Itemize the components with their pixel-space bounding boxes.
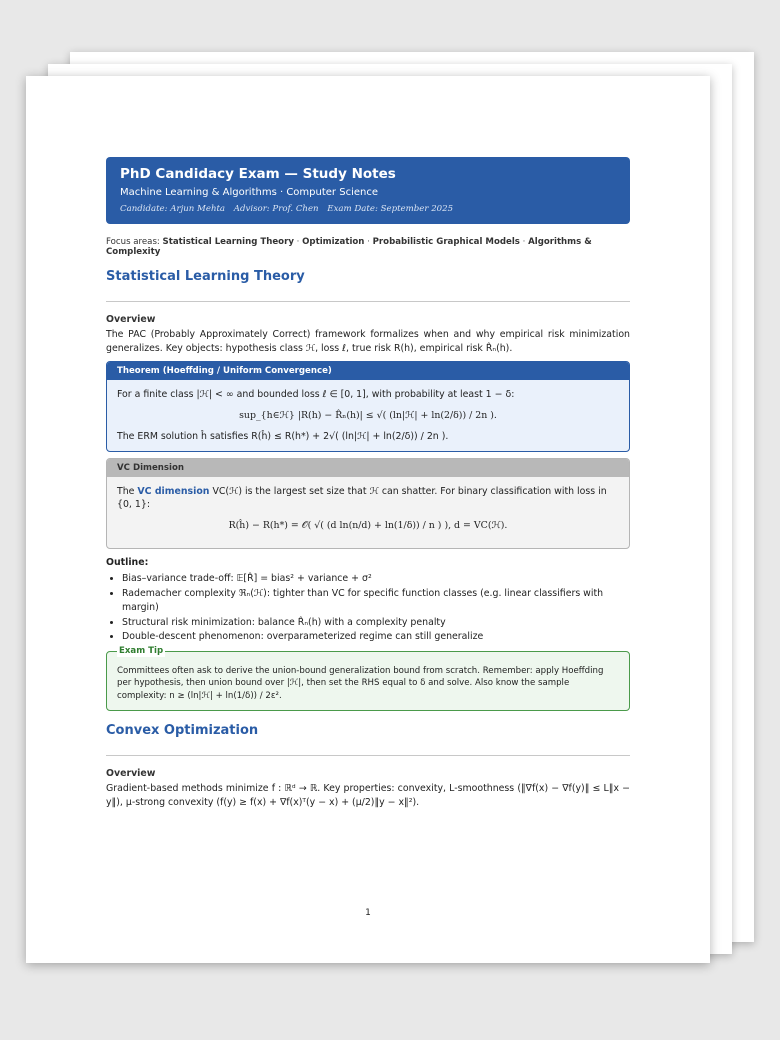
outline-label: Outline: (106, 557, 149, 568)
theorem-title: Theorem (Hoeffding / Uniform Convergence) (107, 362, 629, 380)
focus-area: Probabilistic Graphical Models (372, 237, 520, 247)
title-banner (106, 157, 630, 224)
exam-tip-title: Exam Tip (119, 645, 164, 656)
vc-definition-pre: The (117, 486, 138, 497)
document-meta (120, 204, 616, 214)
advisor-label: Advisor: Prof. Chen (233, 204, 319, 214)
theorem-equation: sup_{h∈ℋ} |R(h) − R̂ₙ(h)| ≤ √( (ln|ℋ| + ln(2/δ)) / 2n ). (239, 410, 497, 421)
page-number: 1 (365, 908, 371, 918)
focus-areas: Focus areas: Statistical Learning Theory · Optimization · Probabilistic Graphical Models · Algorithms & Complexity (106, 237, 592, 257)
section-heading: Statistical Learning Theory (106, 269, 305, 284)
theorem-box (106, 361, 630, 452)
page-content (106, 157, 630, 809)
section-divider (106, 755, 630, 756)
section-heading: Convex Optimization (106, 723, 259, 738)
list-item: • Bias–variance trade-off: 𝔼[R̂] = bias² + variance + σ² (122, 572, 630, 587)
candidate-label: Candidate: Arjun Mehta (120, 204, 226, 214)
erm-statement: The ERM solution ĥ satisfies R(ĥ) ≤ R(h*) + 2√( (ln|ℋ| + ln(2/δ)) / 2n ). (117, 431, 449, 442)
list-item: • Structural risk minimization: balance R̂ₙ(h) with a complexity penalty (122, 616, 630, 631)
exam-tip-text: Committees often ask to derive the union-bound generalization bound from scratch. Remember: apply Hoeffding per hypothesis, then union bound over |ℋ|, then set the RHS equal to δ and solve. Also know the sample complexity: n ≥ (ln|ℋ| + ln(1/δ)) / 2ε². (117, 665, 604, 701)
overview-label: Overview (106, 768, 156, 779)
overview-label: Overview (106, 314, 156, 325)
vc-box-title: VC Dimension (107, 459, 629, 477)
focus-area: Statistical Learning Theory (162, 237, 294, 247)
focus-area: Algorithms & Complexity (106, 237, 592, 257)
list-item: • Double-descent phenomenon: overparameterized regime can still generalize (122, 630, 630, 645)
section-divider (106, 301, 630, 302)
vc-equation: R(ĥ) − R(h*) = 𝒪( √( (d ln(n/d) + ln(1/δ)) / n ) ), d = VC(ℋ). (228, 520, 508, 531)
vc-dimension-box (106, 458, 630, 549)
exam-tip-box (106, 645, 630, 712)
vc-definition (117, 485, 619, 511)
document-page (26, 76, 710, 963)
focus-area: Optimization (302, 237, 365, 247)
exam-date-label: Exam Date: September 2025 (327, 204, 454, 214)
vc-box-body (107, 477, 629, 548)
theorem-statement: For a finite class |ℋ| < ∞ and bounded loss ℓ ∈ [0, 1], with probability at least 1 − δ: (117, 389, 515, 400)
vc-term: VC dimension (137, 486, 210, 497)
overview-text: The PAC (Probably Approximately Correct) framework formalizes when and why empirical risk minimization generalizes. Key objects: hypothesis class ℋ, loss ℓ, true risk R(h), empirical risk R̂ₙ(h). (106, 329, 630, 354)
list-item: • Rademacher complexity ℜₙ(ℋ): tighter than VC for specific function classes (e.g. linear classifiers with margin) (122, 587, 630, 616)
theorem-body (107, 380, 629, 451)
focus-label: Focus areas: (106, 237, 160, 247)
document-title: PhD Candidacy Exam — Study Notes (120, 166, 396, 182)
vc-definition-post: VC(ℋ) is the largest set size that ℋ can shatter. For binary classification with loss in {0, 1}: (117, 486, 607, 510)
overview-text: Gradient-based methods minimize f : ℝᵈ → ℝ. Key properties: convexity, L-smoothness (‖∇f(x) − ∇f(y)‖ ≤ L‖x − y‖), μ-strong convexity (f(y) ≥ f(x) + ∇f(x)ᵀ(y − x) + (μ/2)‖y − x‖²). (106, 783, 630, 808)
outline-list (106, 572, 630, 645)
document-subtitle: Machine Learning & Algorithms · Computer Science (120, 187, 378, 198)
